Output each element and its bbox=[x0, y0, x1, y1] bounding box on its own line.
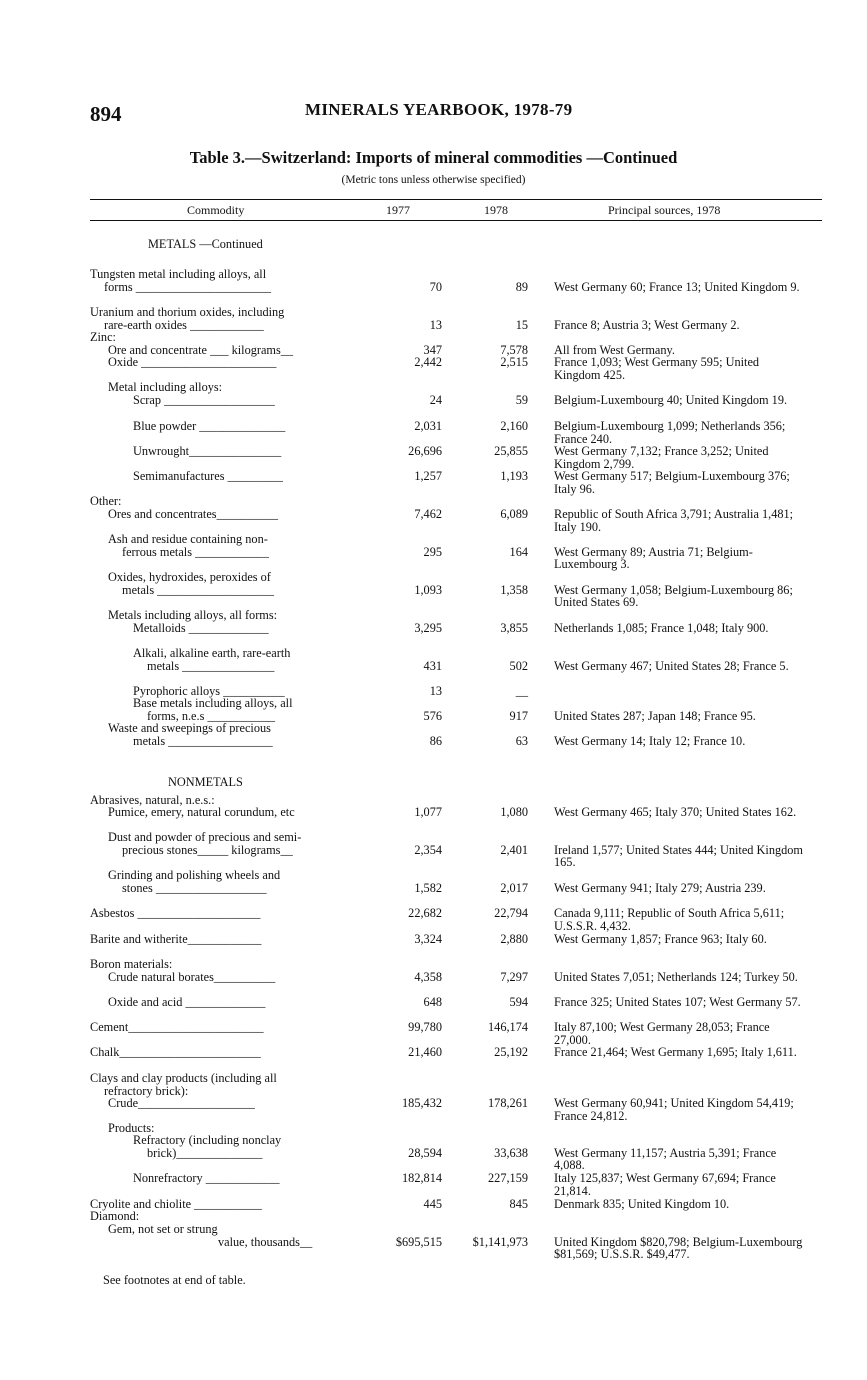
principal-sources: Belgium-Luxembourg 40; United Kingdom 19. bbox=[554, 393, 788, 407]
commodity-label: Crude natural borates__________ bbox=[108, 970, 276, 984]
commodity-label: Chalk_______________________ bbox=[90, 1045, 261, 1059]
value-1977: 347 bbox=[423, 343, 442, 357]
principal-sources: West Germany 7,132; France 3,252; United Kingdom 2,799. bbox=[554, 444, 769, 471]
value-1977: 1,582 bbox=[414, 880, 442, 895]
value-1978: 1,080 bbox=[500, 805, 528, 819]
column-header-commodity: Commodity bbox=[187, 203, 245, 217]
principal-sources: United States 7,051; Netherlands 124; Turkey 50. bbox=[554, 970, 798, 984]
commodity-label-continued: rare-earth oxides ____________ bbox=[104, 317, 264, 332]
value-1978: 22,794 bbox=[494, 906, 528, 920]
table-subtitle: (Metric tons unless otherwise specified) bbox=[341, 174, 526, 186]
value-1978: 1,193 bbox=[500, 469, 528, 483]
commodity-label-continued: Metalloids _____________ bbox=[133, 620, 269, 635]
value-1978: __ bbox=[515, 684, 528, 698]
value-1978: 164 bbox=[509, 544, 528, 559]
value-1978: 89 bbox=[515, 279, 528, 294]
value-1977: 1,093 bbox=[414, 582, 442, 597]
principal-sources: Republic of South Africa 3,791; Australia 1,481; Italy 190. bbox=[554, 507, 794, 534]
value-1977: 22,682 bbox=[408, 906, 442, 920]
commodity-label: Barite and witherite____________ bbox=[90, 932, 262, 946]
commodity-label: Pumice, emery, natural corundum, etc bbox=[108, 805, 295, 819]
column-header-1978: 1978 bbox=[484, 203, 508, 217]
commodity-label: Alkali, alkaline earth, rare-earth bbox=[133, 646, 291, 660]
page-number: 894 bbox=[90, 102, 122, 126]
principal-sources: West Germany 941; Italy 279; Austria 239. bbox=[554, 880, 766, 895]
commodity-label: Ore and concentrate ___ kilograms__ bbox=[108, 343, 294, 357]
value-1977: 99,780 bbox=[408, 1020, 442, 1034]
commodity-label-continued: refractory brick): bbox=[104, 1083, 189, 1098]
value-1978: 59 bbox=[515, 393, 528, 407]
value-1977: 185,432 bbox=[402, 1096, 442, 1110]
commodity-label: Metal including alloys: bbox=[108, 380, 223, 394]
value-1977: 445 bbox=[423, 1197, 442, 1211]
commodity-label: Asbestos ____________________ bbox=[90, 906, 261, 920]
value-1978: $1,141,973 bbox=[472, 1234, 528, 1249]
value-1977: 2,442 bbox=[414, 355, 442, 369]
value-1977: 7,462 bbox=[414, 507, 442, 521]
principal-sources: Ireland 1,577; United States 444; United Kingdom 165. bbox=[554, 842, 803, 869]
value-1978: 917 bbox=[509, 708, 528, 723]
value-1978: 1,358 bbox=[500, 582, 528, 597]
principal-sources: West Germany 14; Italy 12; France 10. bbox=[554, 733, 746, 748]
value-1978: 2,017 bbox=[500, 880, 528, 895]
value-1978: 178,261 bbox=[488, 1096, 528, 1110]
column-header-sources: Principal sources, 1978 bbox=[608, 203, 721, 217]
commodity-label-continued: metals ___________________ bbox=[122, 582, 274, 597]
value-1978: 15 bbox=[515, 317, 528, 332]
value-1977: 182,814 bbox=[402, 1171, 442, 1185]
value-1977: 70 bbox=[429, 279, 442, 294]
value-1978: 2,880 bbox=[500, 932, 528, 946]
principal-sources: All from West Germany. bbox=[554, 343, 675, 357]
commodity-label: Scrap __________________ bbox=[133, 393, 275, 407]
commodity-label-continued: stones __________________ bbox=[122, 880, 267, 895]
commodity-label-continued: Crude___________________ bbox=[108, 1096, 255, 1110]
commodity-label: Refractory (including nonclay bbox=[133, 1133, 282, 1147]
value-1977: 3,295 bbox=[414, 620, 442, 635]
value-1978: 63 bbox=[515, 733, 528, 748]
commodity-label: Metals including alloys, all forms: bbox=[108, 608, 278, 622]
commodity-label-continued: forms, n.e.s ___________ bbox=[147, 708, 276, 723]
principal-sources: Canada 9,111; Republic of South Africa 5,611; U.S.S.R. 4,432. bbox=[554, 906, 785, 933]
commodity-label: Semimanufactures _________ bbox=[133, 469, 283, 483]
value-1978: 2,515 bbox=[500, 355, 528, 369]
commodity-label: Oxide and acid _____________ bbox=[108, 995, 266, 1009]
table-title: Table 3.—Switzerland: Imports of mineral commodities —Continued bbox=[189, 148, 678, 167]
commodity-label: NONMETALS bbox=[168, 775, 243, 789]
value-1977: 86 bbox=[429, 733, 442, 748]
commodity-label: Gem, not set or strung bbox=[108, 1222, 218, 1236]
principal-sources: Italy 125,837; West Germany 67,694; France 21,814. bbox=[554, 1171, 776, 1198]
commodity-label: Base metals including alloys, all bbox=[133, 696, 293, 710]
value-1977: 1,257 bbox=[414, 469, 442, 483]
principal-sources: West Germany 465; Italy 370; United States 162. bbox=[554, 805, 797, 819]
principal-sources: France 8; Austria 3; West Germany 2. bbox=[554, 317, 740, 332]
value-1977: 576 bbox=[423, 708, 442, 723]
commodity-label-continued: ferrous metals ____________ bbox=[122, 544, 269, 559]
commodity-label: Tungsten metal including alloys, all bbox=[90, 267, 267, 281]
value-1977: 13 bbox=[429, 684, 442, 698]
value-1977: 28,594 bbox=[408, 1145, 442, 1160]
value-1978: 2,401 bbox=[500, 842, 528, 857]
value-1977: 431 bbox=[423, 658, 442, 673]
commodity-label-continued: value, thousands__ bbox=[218, 1234, 313, 1249]
value-1978: 7,578 bbox=[500, 343, 528, 357]
value-1978: 227,159 bbox=[488, 1171, 528, 1185]
principal-sources: West Germany 89; Austria 71; Belgium-Luxembourg 3. bbox=[554, 544, 753, 571]
principal-sources: United States 287; Japan 148; France 95. bbox=[554, 708, 756, 723]
value-1977: 26,696 bbox=[408, 444, 442, 458]
value-1978: 33,638 bbox=[494, 1145, 528, 1160]
principal-sources: West Germany 60,941; United Kingdom 54,419; France 24,812. bbox=[554, 1096, 794, 1123]
principal-sources: Italy 87,100; West Germany 28,053; France 27,000. bbox=[554, 1020, 770, 1047]
principal-sources: West Germany 1,058; Belgium-Luxembourg 86; United States 69. bbox=[554, 582, 793, 609]
footnote: See footnotes at end of table. bbox=[103, 1273, 246, 1287]
principal-sources: West Germany 11,157; Austria 5,391; France 4,088. bbox=[554, 1145, 777, 1172]
commodity-label-continued: forms ______________________ bbox=[104, 279, 272, 294]
principal-sources: Denmark 835; United Kingdom 10. bbox=[554, 1197, 730, 1211]
commodity-label: Products: bbox=[108, 1121, 155, 1135]
commodity-label: Oxide ______________________ bbox=[108, 355, 277, 369]
value-1977: 295 bbox=[423, 544, 442, 559]
value-1978: 6,089 bbox=[500, 507, 528, 521]
principal-sources: West Germany 517; Belgium-Luxembourg 376; Italy 96. bbox=[554, 469, 790, 496]
commodity-label-continued: brick)______________ bbox=[147, 1145, 263, 1160]
value-1977: 4,358 bbox=[414, 970, 442, 984]
value-1977: 21,460 bbox=[408, 1045, 442, 1059]
commodity-label: Cement______________________ bbox=[90, 1020, 264, 1034]
value-1978: 845 bbox=[509, 1197, 528, 1211]
value-1977: 3,324 bbox=[414, 932, 442, 946]
commodity-label: Pyrophoric alloys __________ bbox=[133, 684, 285, 698]
commodity-label: Unwrought_______________ bbox=[133, 444, 282, 458]
running-head: MINERALS YEARBOOK, 1978-79 bbox=[305, 100, 573, 119]
principal-sources: France 1,093; West Germany 595; United Kingdom 425. bbox=[554, 355, 760, 382]
commodity-label: Waste and sweepings of precious bbox=[108, 721, 271, 735]
value-1978: 2,160 bbox=[500, 419, 528, 433]
value-1978: 3,855 bbox=[500, 620, 528, 635]
commodity-label: Other: bbox=[90, 494, 122, 508]
commodity-label: Ash and residue containing non- bbox=[108, 532, 268, 546]
principal-sources: United Kingdom $820,798; Belgium-Luxembourg $81,569; U.S.S.R. $49,477. bbox=[554, 1234, 803, 1261]
value-1977: $695,515 bbox=[395, 1234, 442, 1249]
value-1977: 24 bbox=[429, 393, 442, 407]
commodity-label: Zinc: bbox=[90, 330, 116, 344]
commodity-label: Clays and clay products (including all bbox=[90, 1071, 277, 1085]
commodity-label: Boron materials: bbox=[90, 957, 173, 971]
principal-sources: France 325; United States 107; West Germany 57. bbox=[554, 995, 801, 1009]
value-1977: 1,077 bbox=[414, 805, 442, 819]
principal-sources: West Germany 1,857; France 963; Italy 60. bbox=[554, 932, 767, 946]
commodity-label-continued: metals _________________ bbox=[133, 733, 273, 748]
commodity-label: Oxides, hydroxides, peroxides of bbox=[108, 570, 271, 584]
value-1977: 2,354 bbox=[414, 842, 442, 857]
value-1978: 146,174 bbox=[488, 1020, 528, 1034]
commodity-label: Dust and powder of precious and semi- bbox=[108, 830, 302, 844]
commodity-label: Diamond: bbox=[90, 1209, 140, 1223]
principal-sources: West Germany 60; France 13; United Kingdom 9. bbox=[554, 279, 800, 294]
value-1978: 7,297 bbox=[500, 970, 528, 984]
value-1978: 594 bbox=[509, 995, 528, 1009]
column-header-1977: 1977 bbox=[386, 203, 410, 217]
commodity-label-continued: precious stones_____ kilograms__ bbox=[122, 842, 293, 857]
commodity-label: Abrasives, natural, n.e.s.: bbox=[90, 793, 215, 807]
principal-sources: Netherlands 1,085; France 1,048; Italy 900. bbox=[554, 620, 769, 635]
commodity-label: Cryolite and chiolite ___________ bbox=[90, 1197, 262, 1211]
value-1978: 502 bbox=[509, 658, 528, 673]
commodity-label: Blue powder ______________ bbox=[133, 419, 286, 433]
commodity-label: Grinding and polishing wheels and bbox=[108, 868, 281, 882]
value-1978: 25,855 bbox=[494, 444, 528, 458]
value-1977: 13 bbox=[429, 317, 442, 332]
value-1977: 2,031 bbox=[414, 419, 442, 433]
principal-sources: France 21,464; West Germany 1,695; Italy 1,611. bbox=[554, 1045, 797, 1059]
commodity-label: Ores and concentrates__________ bbox=[108, 507, 279, 521]
value-1977: 648 bbox=[423, 995, 442, 1009]
commodity-label-continued: metals _______________ bbox=[147, 658, 275, 673]
commodity-label: METALS —Continued bbox=[148, 237, 263, 251]
principal-sources: West Germany 467; United States 28; France 5. bbox=[554, 658, 789, 673]
principal-sources: Belgium-Luxembourg 1,099; Netherlands 356; France 240. bbox=[554, 419, 786, 446]
commodity-label: Uranium and thorium oxides, including bbox=[90, 305, 285, 319]
value-1978: 25,192 bbox=[494, 1045, 528, 1059]
commodity-label: Nonrefractory ____________ bbox=[133, 1171, 280, 1185]
